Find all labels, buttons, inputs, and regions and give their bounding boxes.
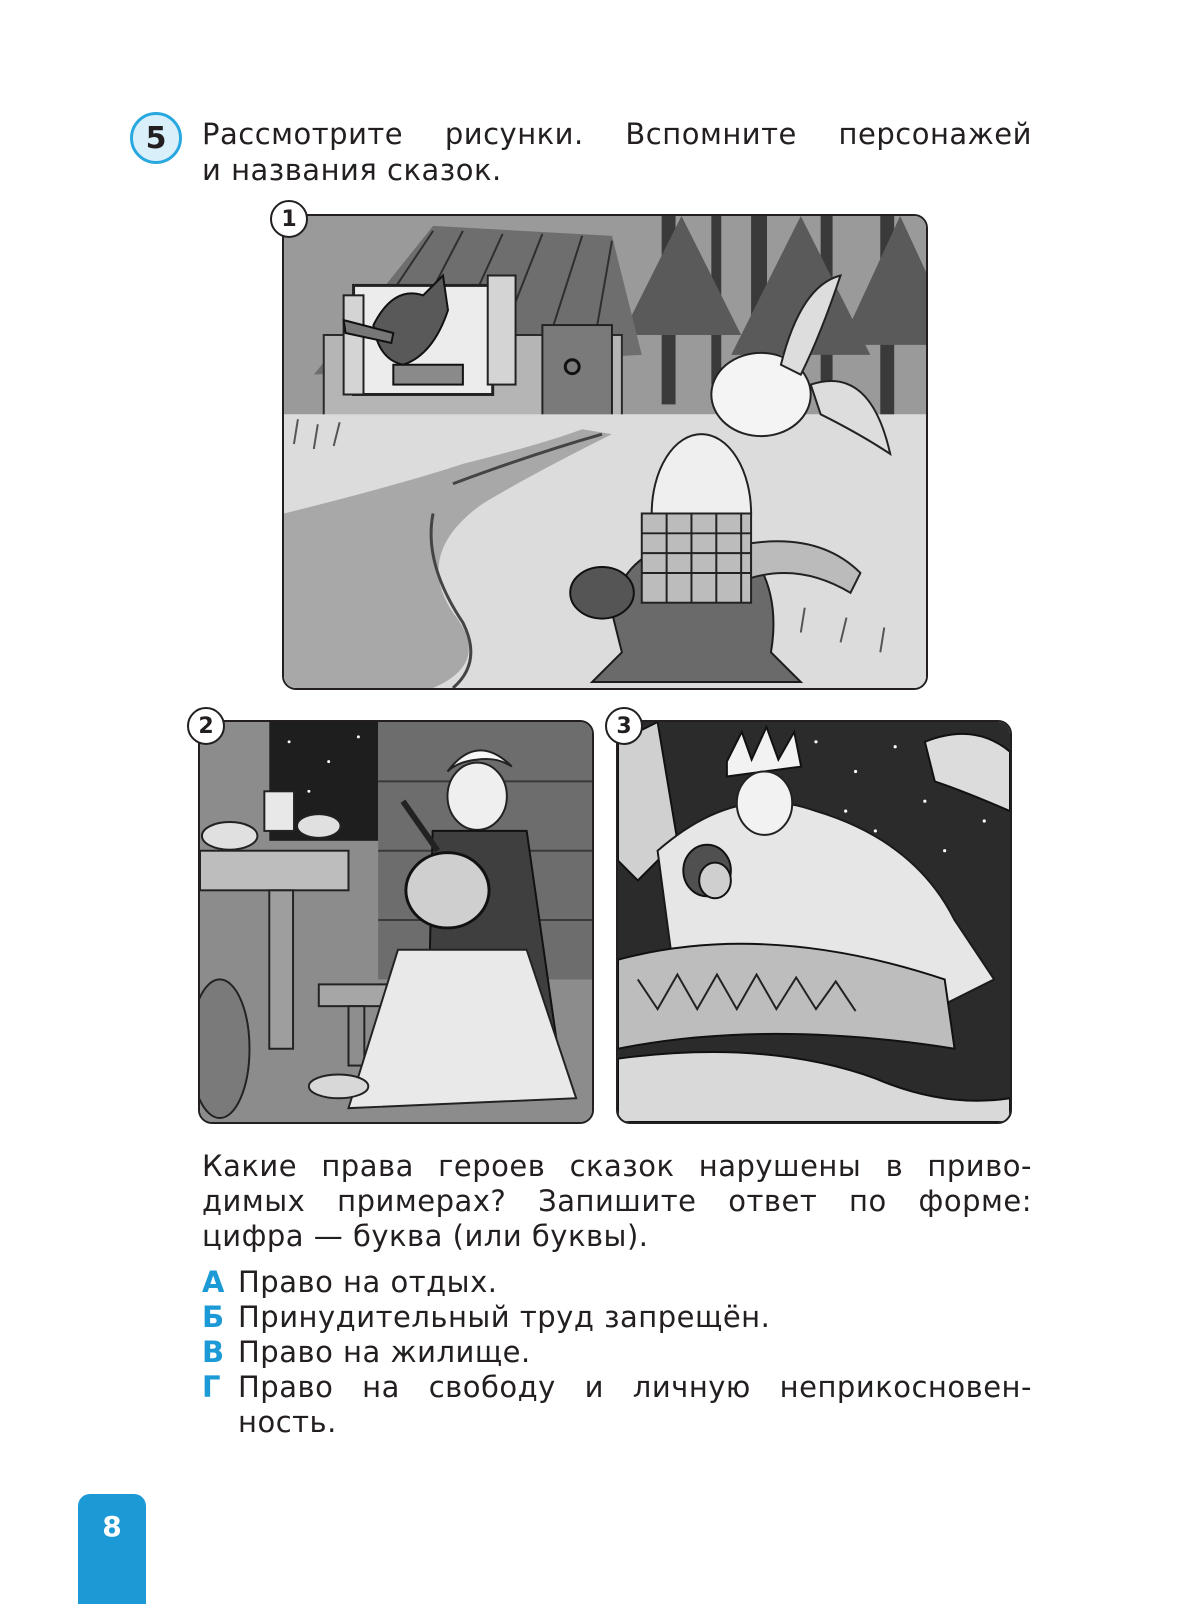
question-line-2	[202, 1183, 1032, 1219]
question-word: димых	[202, 1184, 306, 1218]
option-text: Принудительный труд запрещён.	[238, 1300, 771, 1334]
option-word: на	[362, 1370, 400, 1404]
picture-3-snow-queen-illustration	[616, 720, 1012, 1124]
question-line-3: цифра — буква (или буквы).	[202, 1219, 649, 1253]
option-b	[202, 1299, 1032, 1335]
option-text	[238, 1369, 1032, 1405]
option-word: личную	[632, 1370, 751, 1404]
option-text: Право на жилище.	[238, 1335, 531, 1369]
instruction-line-2: и названия сказок.	[202, 153, 502, 187]
question-word: ответ	[728, 1184, 818, 1218]
question-word: приво-	[927, 1149, 1032, 1183]
wolf-and-hare-illustration-icon	[284, 216, 926, 688]
cinderella-illustration-icon	[200, 722, 592, 1122]
option-word: свободу	[428, 1370, 556, 1404]
picture-2-number: 2	[187, 707, 225, 745]
question-word: Запишите	[538, 1184, 697, 1218]
instruction-line-1	[202, 116, 1032, 152]
picture-1-number: 1	[270, 200, 308, 238]
option-letter: А	[202, 1265, 225, 1299]
question-word: в	[885, 1149, 904, 1183]
question-word: по	[849, 1184, 887, 1218]
snow-queen-illustration-icon	[618, 722, 1010, 1122]
option-letter: Б	[202, 1300, 225, 1334]
instruction-word: Рассмотрите	[202, 117, 404, 151]
instruction-word: Вспомните	[625, 117, 797, 151]
picture-3-number: 3	[605, 707, 643, 745]
option-word: неприкосновен-	[779, 1370, 1032, 1404]
option-g	[202, 1369, 1032, 1405]
picture-2-cinderella-illustration	[198, 720, 594, 1124]
instruction-word: персонажей	[838, 117, 1032, 151]
question-word: Какие	[202, 1149, 298, 1183]
question-word: примерах?	[337, 1184, 507, 1218]
question-word: права	[321, 1149, 414, 1183]
question-word: форме:	[918, 1184, 1032, 1218]
question-word: нарушены	[698, 1149, 862, 1183]
task-number-badge: 5	[130, 112, 182, 164]
option-text: Право на отдых.	[238, 1265, 498, 1299]
option-letter: В	[202, 1335, 225, 1369]
page-number-tab: 8	[78, 1494, 146, 1604]
option-g-continuation: ность.	[238, 1405, 337, 1439]
question-line-1	[202, 1148, 1032, 1184]
question-word: героев	[438, 1149, 546, 1183]
picture-1-wolf-and-hare-illustration	[282, 214, 928, 690]
option-word: Право	[238, 1370, 334, 1404]
question-word: сказок	[569, 1149, 675, 1183]
option-letter: Г	[202, 1370, 221, 1404]
instruction-word: рисунки.	[444, 117, 584, 151]
option-v	[202, 1334, 1032, 1370]
option-word: и	[584, 1370, 604, 1404]
option-a	[202, 1264, 1032, 1300]
